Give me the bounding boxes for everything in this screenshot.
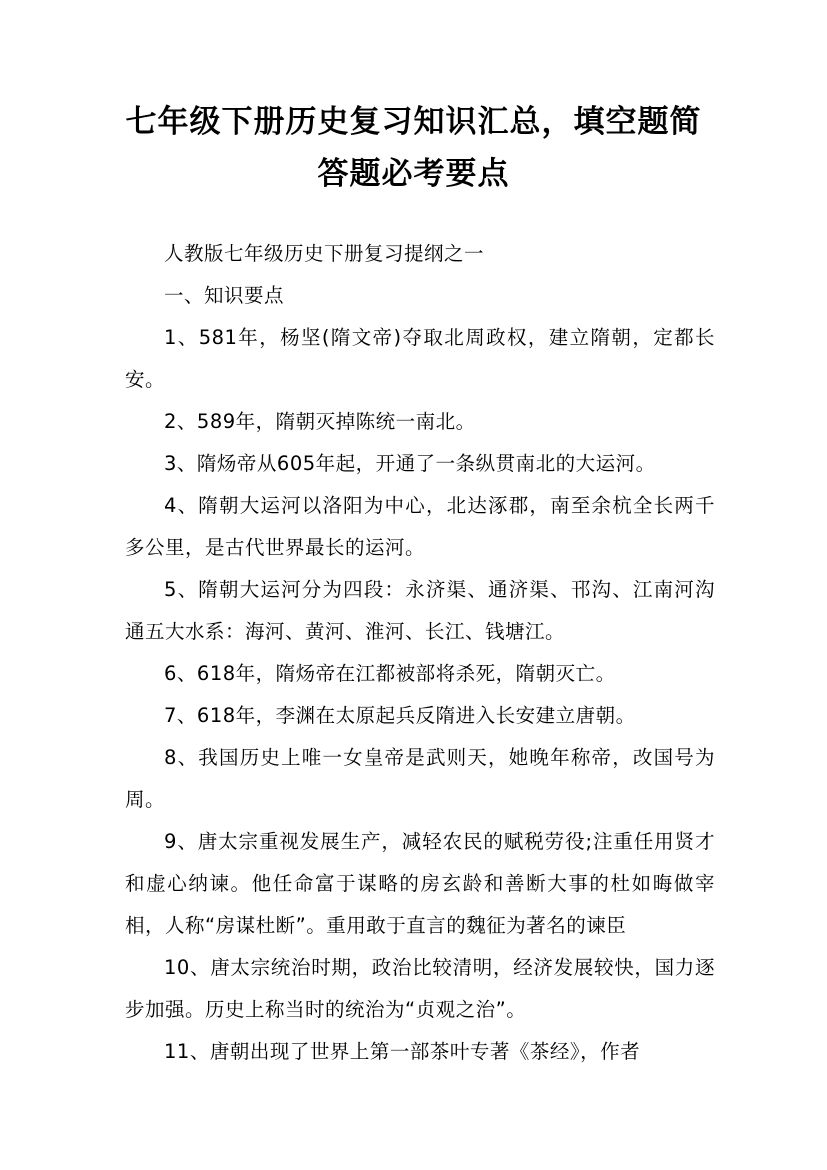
paragraph-item-6: 6、618年，隋炀帝在江都被部将杀死，隋朝灭亡。 [164,662,616,685]
paragraph-item-3: 3、隋炀帝从605年起，开通了一条纵贯南北的大运河。 [164,452,656,475]
paragraph-item-8: 8、我国历史上唯一女皇帝是武则天，她晚年称帝，改国号为周。 [125,746,715,811]
paragraph-section-heading: 一、知识要点 [164,284,285,307]
paragraph-subtitle: 人教版七年级历史下册复习提纲之一 [164,242,485,265]
paragraph-item-1: 1、581年，杨坚(隋文帝)夺取北周政权，建立隋朝，定都长安。 [125,326,715,391]
paragraph-item-9: 9、唐太宗重视发展生产，减轻农民的赋税劳役;注重任用贤才和虚心纳谏。他任命富于谋略的房玄龄和善断大事的杜如晦做宰相，人称“房谋杜断”。重用敢于直言的魏征为著名的谏臣 [125,830,715,937]
paragraph-item-5: 5、隋朝大运河分为四段：永济渠、通济渠、邗沟、江南河沟通五大水系：海河、黄河、淮河、长江、钱塘江。 [125,578,715,643]
document-body [125,233,715,1073]
document-title: 七年级下册历史复习知识汇总，填空题简答题必考要点 [125,104,702,192]
paragraph-item-2: 2、589年，隋朝灭掉陈统一南北。 [164,410,476,433]
paragraph-item-7: 7、618年，李渊在太原起兵反隋进入长安建立唐朝。 [164,704,636,727]
paragraph-item-4: 4、隋朝大运河以洛阳为中心，北达涿郡，南至余杭全长两千多公里，是古代世界最长的运河。 [125,494,715,559]
paragraph-item-10: 10、唐太宗统治时期，政治比较清明，经济发展较快，国力逐步加强。历史上称当时的统治为“贞观之治”。 [125,956,715,1021]
paragraph-item-11: 11、唐朝出现了世界上第一部茶叶专著《茶经》，作者 [164,1040,641,1063]
